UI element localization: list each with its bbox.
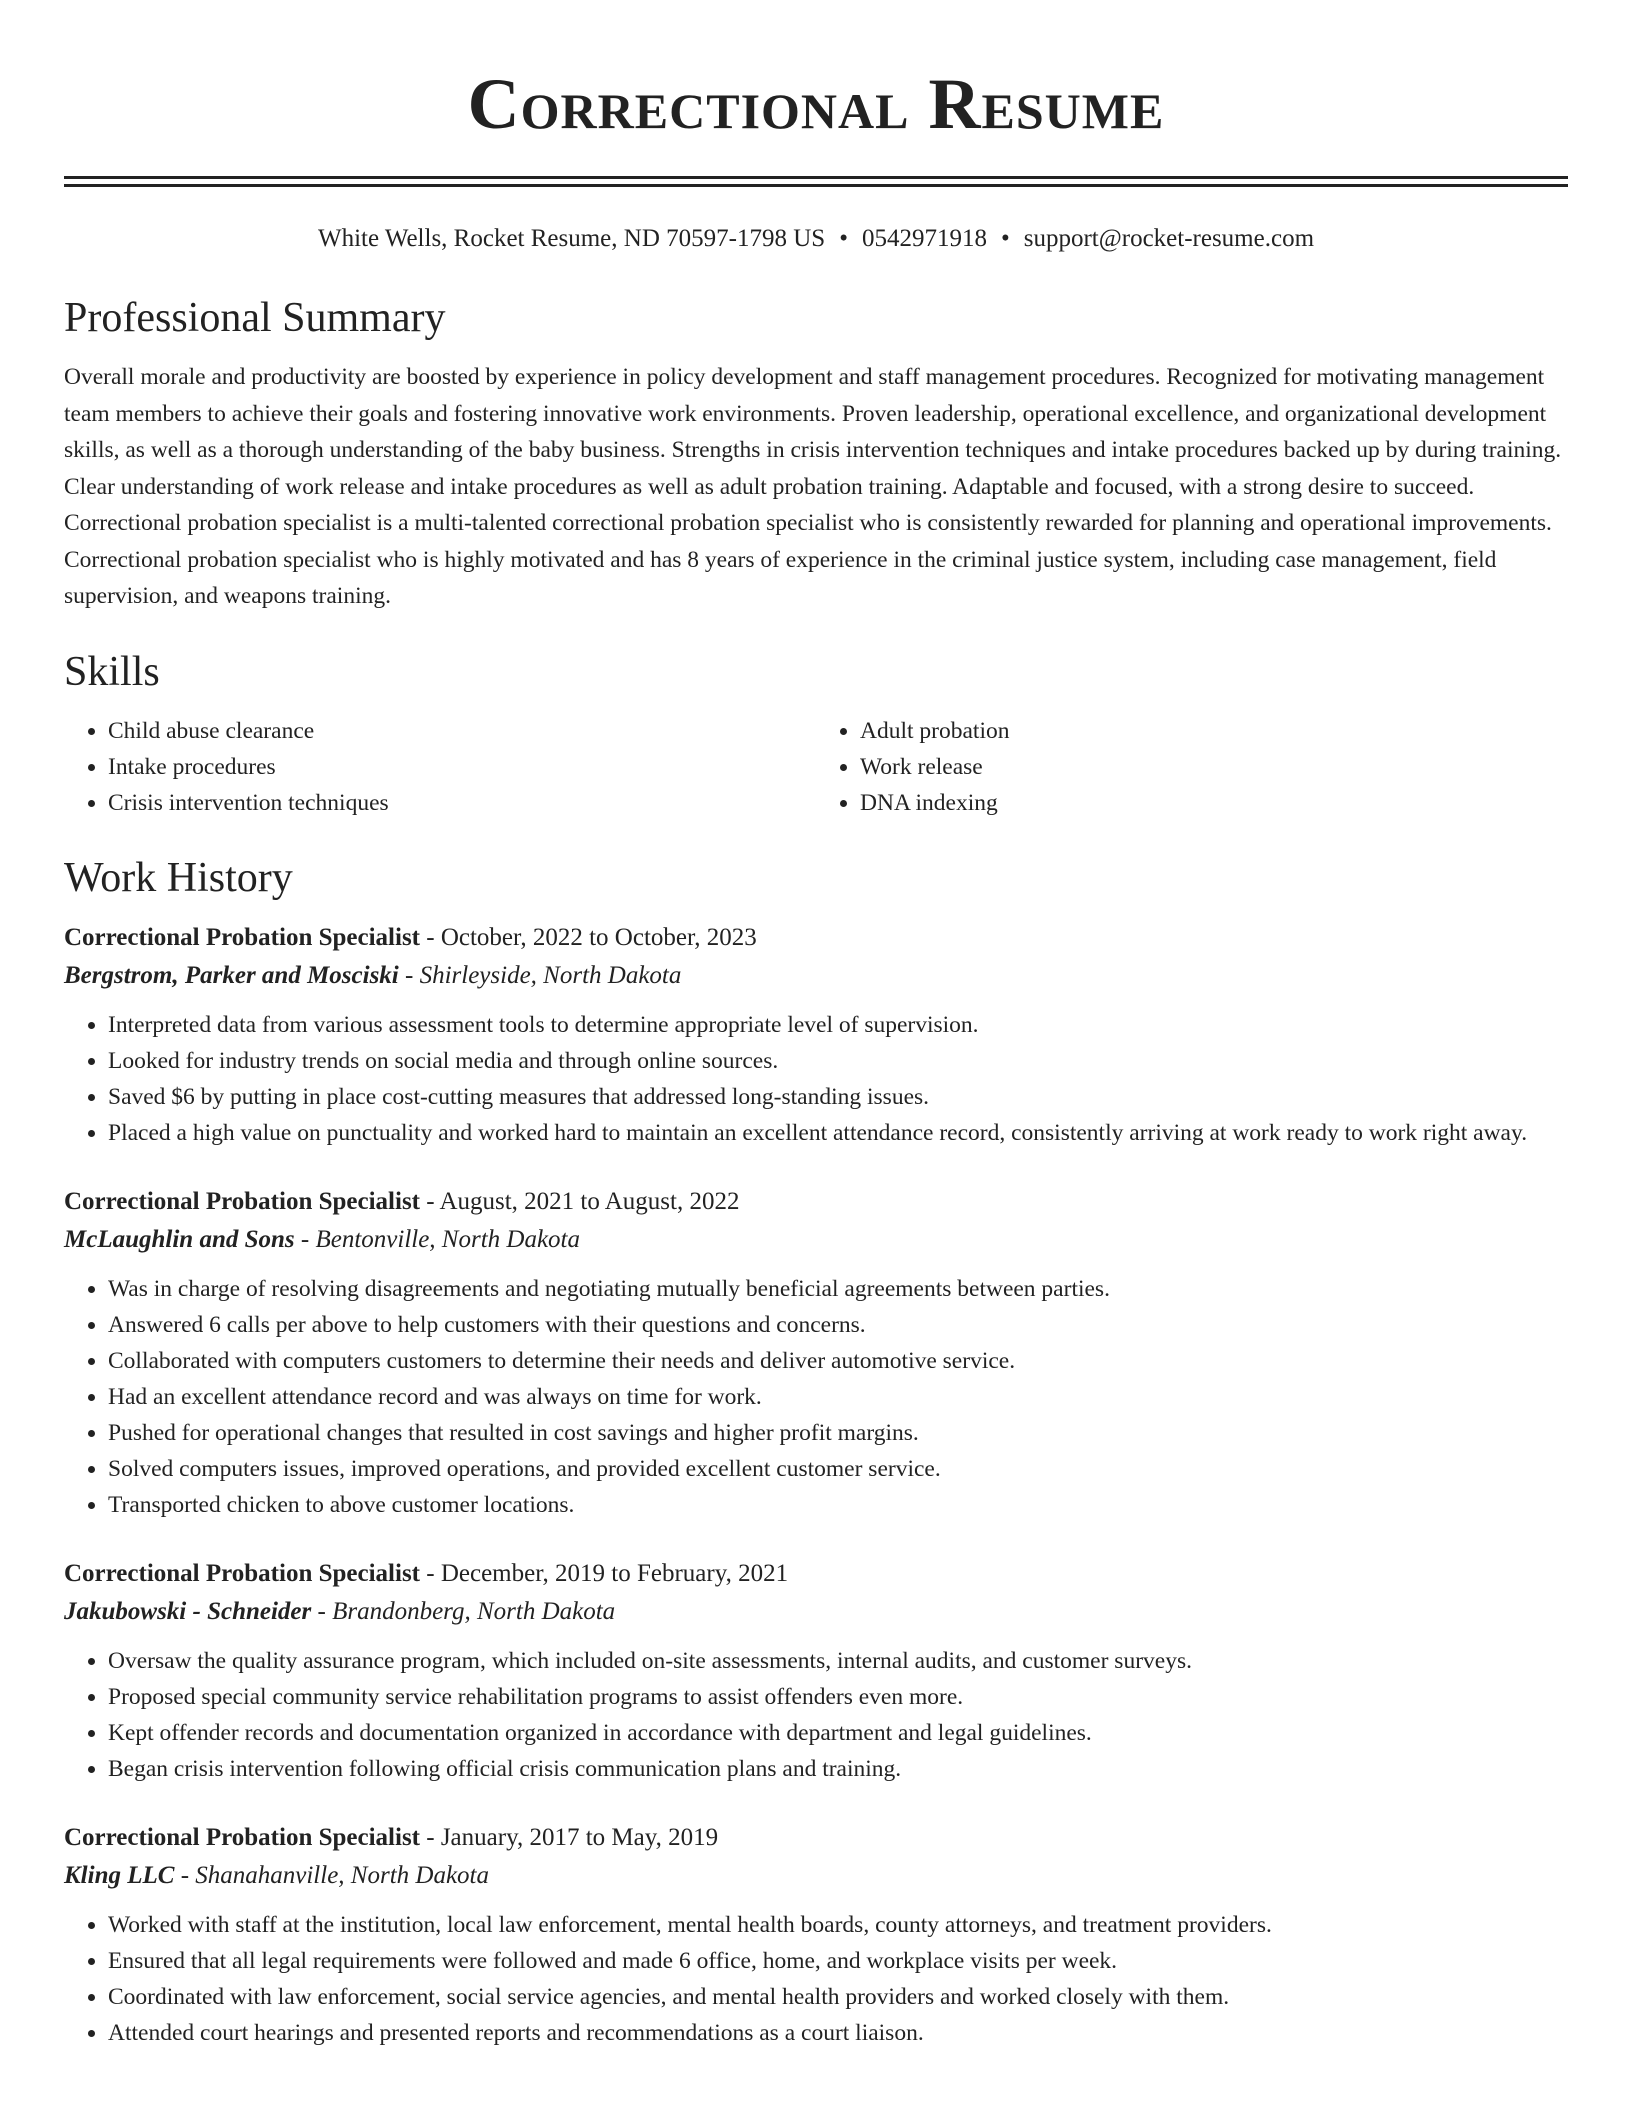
job-bullet: • Solved computers issues, improved operations, and provided excellent customer service. — [108, 1451, 1568, 1487]
job-location: - Shanahanville, North Dakota — [174, 1861, 489, 1889]
job-bullet: • Saved $6 by putting in place cost-cutting measures that addressed long-standing issues. — [108, 1079, 1568, 1115]
job-company: McLaughlin and Sons — [64, 1225, 295, 1253]
skills-column-right — [816, 713, 1568, 821]
job-bullet: • Placed a high value on punctuality and worked hard to maintain an excellent attendance record, consistently arriving at work ready to work right away. — [108, 1115, 1568, 1151]
job-bullet: • Worked with staff at the institution, local law enforcement, mental health boards, county attorneys, and treatment providers. — [108, 1907, 1568, 1943]
contact-line — [64, 221, 1568, 257]
job-entry — [64, 1555, 1568, 1787]
job-bullets — [64, 1271, 1568, 1523]
job-role: Correctional Probation Specialist — [64, 1187, 420, 1215]
job-entry — [64, 1819, 1568, 2051]
skill-item: • Adult probation — [860, 713, 1568, 749]
job-bullet: • Pushed for operational changes that resulted in cost savings and higher profit margins. — [108, 1415, 1568, 1451]
job-dates: - August, 2021 to August, 2022 — [420, 1187, 740, 1215]
job-title-line — [64, 1183, 1568, 1221]
job-dates: - January, 2017 to May, 2019 — [420, 1823, 719, 1851]
job-role: Correctional Probation Specialist — [64, 1559, 420, 1587]
skills-column-left — [64, 713, 816, 821]
skill-item: • Child abuse clearance — [108, 713, 816, 749]
job-bullet: • Began crisis intervention following official crisis communication plans and training. — [108, 1751, 1568, 1787]
job-bullet: • Had an excellent attendance record and was always on time for work. — [108, 1379, 1568, 1415]
job-bullet: • Attended court hearings and presented reports and recommendations as a court liaison. — [108, 2015, 1568, 2051]
job-bullets — [64, 1907, 1568, 2051]
contact-address: White Wells, Rocket Resume, ND 70597-1798 US — [317, 225, 826, 252]
job-bullets — [64, 1643, 1568, 1787]
job-bullet: • Ensured that all legal requirements were followed and made 6 office, home, and workplace visits per week. — [108, 1943, 1568, 1979]
job-bullet: • Interpreted data from various assessment tools to determine appropriate level of supervision. — [108, 1007, 1568, 1043]
job-role: Correctional Probation Specialist — [64, 1823, 420, 1851]
job-bullet: • Was in charge of resolving disagreements and negotiating mutually beneficial agreements between parties. — [108, 1271, 1568, 1307]
job-location: - Bentonville, North Dakota — [294, 1225, 581, 1253]
job-company-line — [64, 1221, 1568, 1259]
job-dates: - December, 2019 to February, 2021 — [420, 1559, 789, 1587]
contact-phone: 0542971918 — [861, 225, 987, 252]
skill-item: • DNA indexing — [860, 785, 1568, 821]
skill-item: • Work release — [860, 749, 1568, 785]
skill-item: • Crisis intervention techniques — [108, 785, 816, 821]
summary-heading: Professional Summary — [64, 295, 446, 341]
job-bullet: • Oversaw the quality assurance program, which included on-site assessments, internal audits, and customer surveys. — [108, 1643, 1568, 1679]
summary-text: Overall morale and productivity are boosted by experience in policy development and staff management procedures. Recognized for motivating management team members to achieve their goals and fostering innovative work environments. Proven leadership, operational excellence, and organizational development skills, as well as a thorough understanding of the baby business. Strengths in crisis intervention techniques and intake procedures backed up by during training. Clear understanding of work release and intake procedures as well as adult probation training. Adaptable and focused, with a strong desire to succeed. Correctional probation specialist is a multi-talented correctional probation specialist who is consistently rewarded for planning and operational improvements. Correctional probation specialist who is highly motivated and has 8 years of experience in the criminal justice system, including case management, field supervision, and weapons training. — [64, 364, 1562, 609]
job-bullet: • Answered 6 calls per above to help customers with their questions and concerns. — [108, 1307, 1568, 1343]
job-location: - Brandonberg, North Dakota — [311, 1597, 616, 1625]
job-dates: - October, 2022 to October, 2023 — [420, 923, 757, 951]
skills-list — [64, 713, 1568, 821]
job-role: Correctional Probation Specialist — [64, 923, 420, 951]
job-company: Bergstrom, Parker and Mosciski — [64, 961, 399, 989]
job-bullet: • Looked for industry trends on social media and through online sources. — [108, 1043, 1568, 1079]
title-double-rule — [64, 176, 1568, 187]
contact-separator: • — [839, 225, 848, 252]
job-bullets — [64, 1007, 1568, 1151]
job-company-line — [64, 957, 1568, 995]
job-company-line — [64, 1593, 1568, 1631]
job-bullet: • Coordinated with law enforcement, social service agencies, and mental health providers and worked closely with them. — [108, 1979, 1568, 2015]
job-company-line — [64, 1857, 1568, 1895]
contact-separator: • — [1000, 225, 1010, 252]
job-company: Jakubowski - Schneider — [64, 1597, 312, 1625]
job-title-line — [64, 1555, 1568, 1593]
job-location: - Shirleyside, North Dakota — [398, 961, 682, 989]
job-title-line — [64, 1819, 1568, 1857]
skill-item: • Intake procedures — [108, 749, 816, 785]
job-entry — [64, 1183, 1568, 1523]
job-bullet: • Proposed special community service rehabilitation programs to assist offenders even more. — [108, 1679, 1568, 1715]
job-bullet: • Transported chicken to above customer locations. — [108, 1487, 1568, 1523]
job-bullet: • Collaborated with computers customers to determine their needs and deliver automotive service. — [108, 1343, 1568, 1379]
resume-title: Correctional Resume — [467, 64, 1165, 144]
skills-heading: Skills — [64, 648, 160, 695]
job-title-line — [64, 919, 1568, 957]
job-company: Kling LLC — [64, 1861, 175, 1889]
job-entry — [64, 919, 1568, 1151]
work-history-heading: Work History — [64, 854, 293, 901]
contact-email: support@rocket-resume.com — [1023, 225, 1315, 252]
job-bullet: • Kept offender records and documentation organized in accordance with department and legal guidelines. — [108, 1715, 1568, 1751]
